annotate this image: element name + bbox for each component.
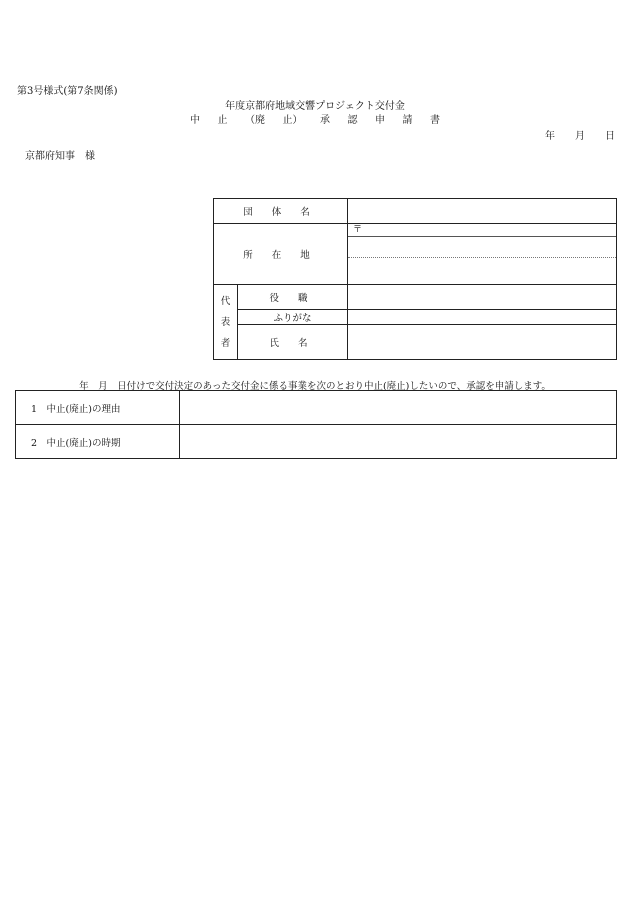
title-char: 申 bbox=[375, 115, 385, 126]
title-char: 書 bbox=[430, 115, 440, 126]
org-name-label: 団 体 名 bbox=[214, 199, 348, 224]
position-field[interactable] bbox=[348, 285, 617, 310]
date-year: 年 bbox=[545, 131, 555, 142]
timing-field[interactable] bbox=[180, 425, 617, 459]
document-title-line2 bbox=[190, 111, 440, 126]
representative-label: 代 表 者 bbox=[214, 285, 238, 360]
reason-field[interactable] bbox=[180, 391, 617, 425]
title-char: 止 bbox=[217, 115, 228, 126]
document-title-line1: 年度京都府地域交響プロジェクト交付金 bbox=[225, 101, 405, 112]
postal-mark: 〒 bbox=[353, 225, 363, 235]
title-char: 止） bbox=[282, 115, 303, 126]
date-month: 月 bbox=[575, 131, 585, 142]
furigana-field[interactable] bbox=[348, 310, 617, 325]
title-char: 承 bbox=[320, 115, 330, 126]
address-line-2[interactable] bbox=[348, 257, 616, 284]
org-name-field[interactable] bbox=[348, 199, 617, 224]
addressee: 京都府知事 様 bbox=[25, 151, 95, 162]
date-field bbox=[545, 127, 615, 142]
form-number: 第3号様式(第7条関係) bbox=[17, 86, 118, 97]
reason-label: 1 中止(廃止)の理由 bbox=[16, 391, 180, 425]
title-char: 中 bbox=[190, 115, 200, 126]
position-label: 役 職 bbox=[238, 285, 348, 310]
name-field[interactable] bbox=[348, 325, 617, 360]
address-line-1[interactable] bbox=[348, 236, 616, 257]
timing-label: 2 中止(廃止)の時期 bbox=[16, 425, 180, 459]
name-label: 氏 名 bbox=[238, 325, 348, 360]
date-day: 日 bbox=[605, 131, 615, 142]
title-char: 認 bbox=[347, 115, 358, 126]
applicant-table bbox=[213, 198, 617, 360]
location-label: 所 在 地 bbox=[214, 224, 348, 285]
application-statement: 年 月 日付けで交付決定のあった交付金に係る事業を次のとおり中止(廃止)したいので、承認を申請します。 bbox=[79, 381, 551, 392]
title-char: （廃 bbox=[245, 115, 265, 126]
title-char: 請 bbox=[402, 115, 413, 126]
reason-table bbox=[15, 390, 617, 459]
location-field[interactable] bbox=[348, 224, 617, 285]
furigana-label: ふりがな bbox=[238, 310, 348, 325]
